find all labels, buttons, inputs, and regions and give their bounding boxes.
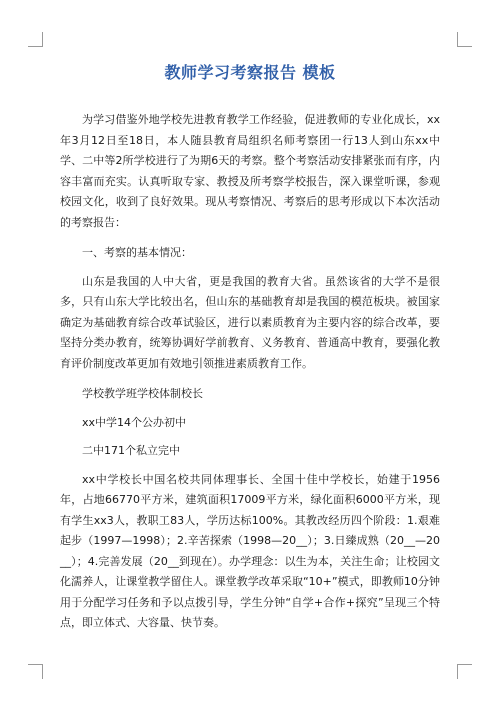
school-info-row-xx: xx中学14个公办初中 (82, 415, 187, 429)
school-info-row-second: 二中171个私立完中 (82, 444, 180, 457)
paragraph-shandong-education: 山东是我国的人中大省，更是我国的教育大省。虽然该省的大学不是很多，只有山东大学比较出名，但山东的基础教育却是我国的模范板块。被国家确定为基础教育综合改革试验区，进行以素质教育为主要内容的综合改革，要坚持分类办教育，统筹协调好学前教育、义务教育、普通高中教育，要强化教育评价制度改革更加有效地引领推进素质教育工作。 (60, 274, 440, 370)
paragraph-xx-school-detail: xx中学校长中国名校共同体理事长、全国十佳中学校长，始建于1956年，占地66770平方米，建筑面积17009平方米，绿化面积6000平方米，现有学生xx3人，教职工83人，学历达标100%。其教改经历四个阶段：1.艰难起步（1997—1998）；2.辛苦探索（1998—20__）；3.日臻成熟（20__—20__）；4.完善发展（20__到现在）。办学理念：以生为本，关注生命；让校园文化濡养人，让课堂教学留住人。课堂教学改革采取“10+”模式，即教师10分钟用于分配学习任务和予以点拨引导，学生分钟“自学+合作+探究”呈现三个特点，即立体式、大容量、快节奏。 (60, 472, 440, 629)
crop-mark-bottom-left (28, 664, 43, 679)
crop-mark-top-right (457, 32, 472, 47)
document-title: 教师学习考察报告 模板 (164, 63, 336, 82)
school-info-header: 学校教学班学校体制校长 (82, 387, 203, 400)
crop-mark-bottom-right (457, 664, 472, 679)
document-body (60, 110, 440, 644)
paragraph-intro: 为学习借鉴外地学校先进教育教学工作经验，促进教师的专业化成长，xx年3月12日至18日，本人随县教育局组织名师考察团一行13人到山东xx中学、二中等2所学校进行了为期6天的考察。整个考察活动安排紧张而有序，内容丰富而充实。认真听取专家、教授及所考察学校报告，深入课堂听课，参观校园文化，收到了良好效果。现从考察情况、考察后的思考形成以下本次活动的考察报告： (60, 113, 440, 229)
section-heading-basic-situation: 一、考察的基本情况： (82, 246, 192, 259)
crop-mark-top-left (28, 32, 43, 47)
